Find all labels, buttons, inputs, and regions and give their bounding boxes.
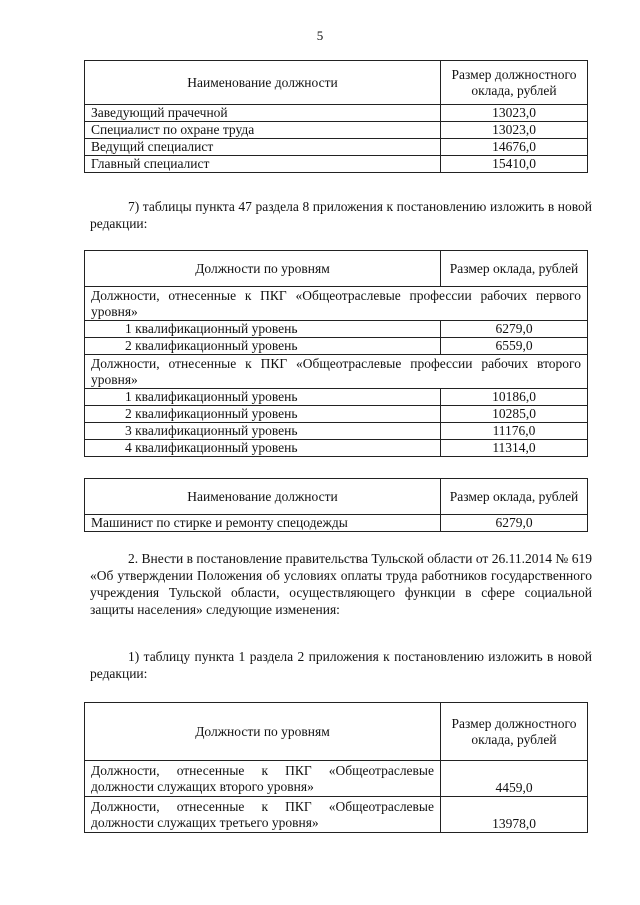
table-row xyxy=(85,105,588,122)
page-number: 5 xyxy=(316,28,324,43)
position-name: Специалист по охране труда xyxy=(85,122,441,139)
table-row xyxy=(85,440,588,457)
header-levels: Должности по уровням xyxy=(85,703,441,761)
salary-value: 14676,0 xyxy=(441,139,588,156)
salary-value: 13978,0 xyxy=(441,797,588,833)
salary-value: 6279,0 xyxy=(441,515,588,532)
qualification-level: 1 квалификационный уровень xyxy=(85,321,441,338)
salary-value: 13023,0 xyxy=(441,122,588,139)
group-row xyxy=(85,355,588,389)
table-header-row xyxy=(85,703,588,761)
header-salary-size: Размер должностного оклада, рублей xyxy=(441,61,588,105)
table-row xyxy=(85,423,588,440)
qualification-level: 2 квалификационный уровень xyxy=(85,338,441,355)
salary-value: 6559,0 xyxy=(441,338,588,355)
employee-levels-salary-table xyxy=(84,702,588,833)
table-row xyxy=(85,389,588,406)
salary-value: 15410,0 xyxy=(441,156,588,173)
group-title-first-level: Должности, отнесенные к ПКГ «Общеотраслевые профессии рабочих первого уровня» xyxy=(85,287,588,321)
salary-value: 11176,0 xyxy=(441,423,588,440)
table-row xyxy=(85,156,588,173)
position-name: Главный специалист xyxy=(85,156,441,173)
table-header-row xyxy=(85,479,588,515)
position-name: Ведущий специалист xyxy=(85,139,441,156)
table-row xyxy=(85,406,588,423)
salary-value: 10186,0 xyxy=(441,389,588,406)
header-salary-size: Размер оклада, рублей xyxy=(441,251,588,287)
header-position-name: Наименование должности xyxy=(85,479,441,515)
salary-value: 6279,0 xyxy=(441,321,588,338)
positions-salary-table xyxy=(84,60,588,173)
table-row xyxy=(85,761,588,797)
position-group: Должности, отнесенные к ПКГ «Общеотраслевые должности служащих третьего уровня» xyxy=(85,797,441,833)
position-group: Должности, отнесенные к ПКГ «Общеотраслевые должности служащих второго уровня» xyxy=(85,761,441,797)
salary-value: 11314,0 xyxy=(441,440,588,457)
qualification-level: 1 квалификационный уровень xyxy=(85,389,441,406)
qualification-level: 4 квалификационный уровень xyxy=(85,440,441,457)
table-row xyxy=(85,139,588,156)
table-row xyxy=(85,515,588,532)
levels-salary-table xyxy=(84,250,588,457)
table-header-row xyxy=(85,61,588,105)
header-position-name: Наименование должности xyxy=(85,61,441,105)
table-row xyxy=(85,338,588,355)
position-name: Машинист по стирке и ремонту спецодежды xyxy=(85,515,441,532)
paragraph-7: 7) таблицы пункта 47 раздела 8 приложения к постановлению изложить в новой редакции: xyxy=(90,199,592,231)
table-row xyxy=(85,122,588,139)
header-salary-size: Размер должностного оклада, рублей xyxy=(441,703,588,761)
paragraph-2: 2. Внести в постановление правительства Тульской области от 26.11.2014 № 619 «Об утверждении Положения об условиях оплаты труда работников государственного учреждения Тульской области, осуществляющего функции в сфере социальной защиты населения» следующие изменения: xyxy=(90,551,592,617)
header-levels: Должности по уровням xyxy=(85,251,441,287)
qualification-level: 3 квалификационный уровень xyxy=(85,423,441,440)
machinist-salary-table xyxy=(84,478,588,532)
salary-value: 13023,0 xyxy=(441,105,588,122)
group-row xyxy=(85,287,588,321)
table-header-row xyxy=(85,251,588,287)
paragraph-2-1: 1) таблицу пункта 1 раздела 2 приложения к постановлению изложить в новой редакции: xyxy=(90,649,592,681)
header-salary-size: Размер оклада, рублей xyxy=(441,479,588,515)
table-row xyxy=(85,797,588,833)
group-title-second-level: Должности, отнесенные к ПКГ «Общеотраслевые профессии рабочих второго уровня» xyxy=(85,355,588,389)
qualification-level: 2 квалификационный уровень xyxy=(85,406,441,423)
position-name: Заведующий прачечной xyxy=(85,105,441,122)
salary-value: 10285,0 xyxy=(441,406,588,423)
table-row xyxy=(85,321,588,338)
salary-value: 4459,0 xyxy=(441,761,588,797)
